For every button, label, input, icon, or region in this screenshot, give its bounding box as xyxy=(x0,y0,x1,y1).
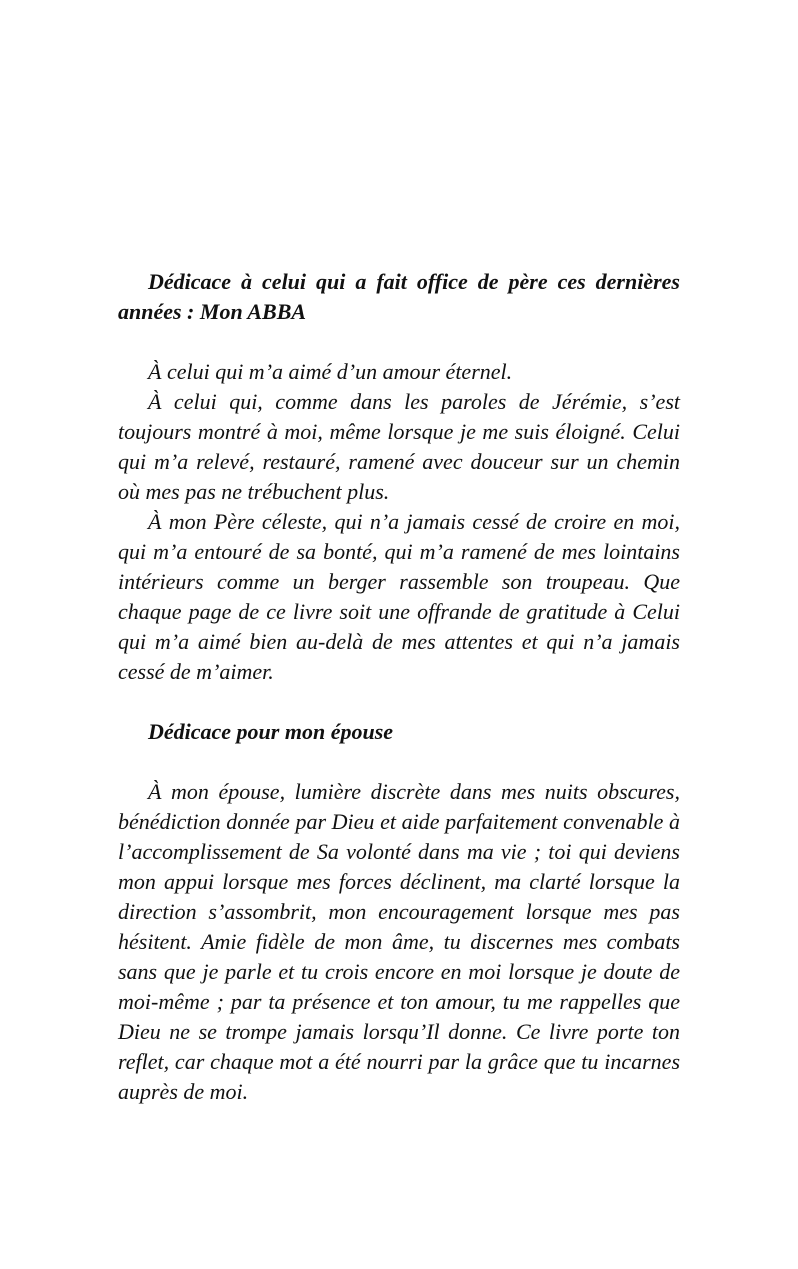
dedication-abba-heading: Dédicace à celui qui a fait office de père ces dernières années : Mon ABBA xyxy=(118,269,680,324)
dedication-wife-heading: Dédicace pour mon épouse xyxy=(148,719,394,744)
dedication-abba-paragraph: À celui qui, comme dans les paroles de Jérémie, s’est toujours montré à moi, même lorsque je me suis éloigné. Celui qui m’a relevé, restauré, ramené avec douceur sur un chemin où mes pas ne trébuchent plus. xyxy=(118,389,680,504)
dedication-page xyxy=(118,267,680,1107)
dedication-abba-paragraph: À celui qui m’a aimé d’un amour éternel. xyxy=(148,359,513,384)
spacer xyxy=(118,327,680,357)
spacer xyxy=(118,747,680,777)
spacer xyxy=(118,687,680,717)
dedication-abba-paragraph: À mon Père céleste, qui n’a jamais cessé de croire en moi, qui m’a entouré de sa bonté, qui m’a ramené de mes lointains intérieurs comme un berger rassemble son troupeau. Que chaque page de ce livre soit une offrande de gratitude à Celui qui m’a aimé bien au-delà de mes attentes et qui n’a jamais cessé de m’aimer. xyxy=(118,509,680,684)
dedication-wife-paragraph: À mon épouse, lumière discrète dans mes nuits obscures, bénédiction donnée par Dieu et aide parfaitement convenable à l’accomplissement de Sa volonté dans ma vie ; toi qui deviens mon appui lorsque mes forces déclinent, ma clarté lorsque la direction s’assombrit, mon encouragement lorsque mes pas hésitent. Amie fidèle de mon âme, tu discernes mes combats sans que je parle et tu crois encore en moi lorsque je doute de moi-même ; par ta présence et ton amour, tu me rappelles que Dieu ne se trompe jamais lorsqu’Il donne. Ce livre porte ton reflet, car chaque mot a été nourri par la grâce que tu incarnes auprès de moi. xyxy=(118,779,680,1104)
